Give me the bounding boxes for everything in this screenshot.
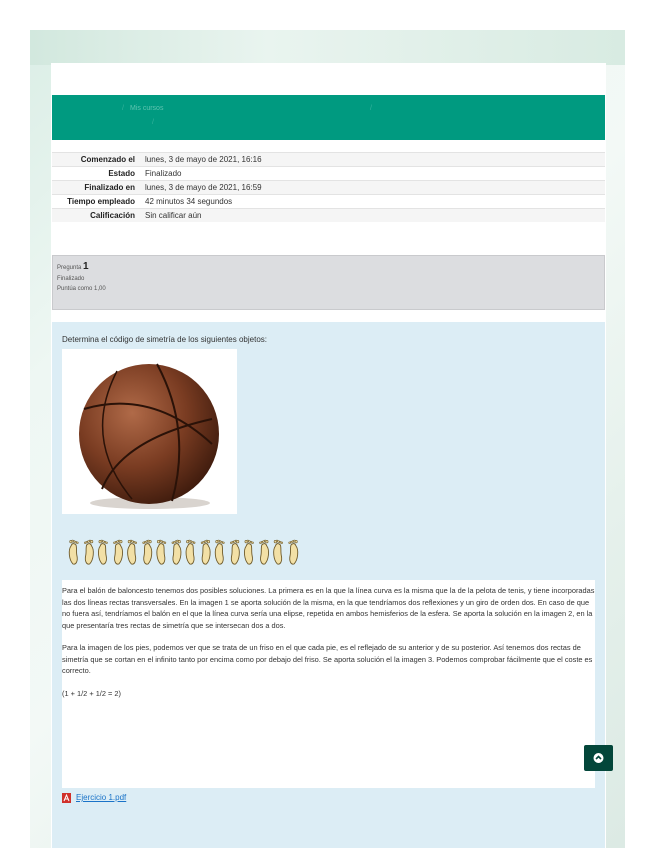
- footprint-shape: [260, 540, 269, 564]
- summary-value: lunes, 3 de mayo de 2021, 16:16: [145, 155, 262, 164]
- summary-value: Sin calificar aún: [145, 211, 202, 220]
- footprint-shape: [215, 540, 224, 564]
- breadcrumb-separator: /: [122, 105, 124, 112]
- footprint-shape: [84, 540, 93, 564]
- summary-label: Tiempo empleado: [67, 197, 135, 206]
- feet-frieze-image: [67, 535, 307, 569]
- answer-paragraph: Para el balón de baloncesto tenemos dos posibles soluciones. La primera es en la que la línea curva es la misma que la de la pelota de tenis, y tiene incorporadas las dos líneas rectas transversales. En la imagen 1 se aporta solución de la misma, en la que tendríamos dos reflexiones y un giro de orden dos. En caso de que no fuera así, tendríamos el balón en el que la línea curva sería una elipse, repetida en ambos hemisferios de la esfera. Se aporta la solución en la imagen 2, en la que presentaría tres rectas de simetría que se intersecan dos a dos.: [62, 586, 595, 630]
- footprint-shape: [157, 540, 166, 564]
- footprint-shape: [98, 540, 107, 564]
- footprint-shape: [230, 540, 239, 564]
- question-content: [52, 322, 605, 848]
- attempt-summary-table: [52, 152, 605, 222]
- summary-value: lunes, 3 de mayo de 2021, 16:59: [145, 183, 262, 192]
- summary-row: [52, 167, 605, 181]
- footprint-shape: [172, 540, 181, 564]
- breadcrumb-separator: /: [152, 119, 154, 126]
- attachment-link[interactable]: [62, 793, 126, 803]
- summary-label: Comenzado el: [80, 155, 135, 164]
- question-info-panel: [52, 255, 605, 310]
- scroll-to-top-button[interactable]: [584, 745, 613, 771]
- summary-value: Finalizado: [145, 169, 182, 178]
- question-text: Determina el código de simetría de los siguientes objetos:: [62, 335, 267, 344]
- summary-label: Finalizado en: [84, 183, 135, 192]
- breadcrumb-separator: /: [370, 105, 372, 112]
- question-number: [57, 261, 89, 272]
- summary-value: 42 minutos 34 segundos: [145, 197, 233, 206]
- summary-label: Calificación: [90, 211, 135, 220]
- footprint-shape: [143, 540, 152, 564]
- footprint-shape: [114, 540, 123, 564]
- summary-row: [52, 153, 605, 167]
- footprint-shape: [274, 540, 283, 564]
- footprint-shape: [186, 540, 195, 564]
- summary-row: [52, 209, 605, 223]
- answer-text: [62, 580, 595, 788]
- breadcrumb-mis-cursos[interactable]: Mis cursos: [130, 105, 164, 112]
- footprint-shape: [201, 540, 210, 564]
- footprint-shape: [128, 540, 137, 564]
- question-prefix: Pregunta: [57, 265, 82, 271]
- summary-row: [52, 195, 605, 209]
- attachment-label[interactable]: Ejercicio 1.pdf: [76, 793, 127, 803]
- page-header: [52, 95, 605, 140]
- summary-label: Estado: [108, 169, 135, 178]
- basketball-image: [62, 349, 237, 514]
- pdf-icon: [62, 793, 71, 803]
- chevron-up-icon: [584, 745, 613, 771]
- question-status: Finalizado: [57, 276, 85, 282]
- answer-formula: (1 + 1/2 + 1/2 = 2): [62, 688, 121, 698]
- footprint-shape: [289, 540, 298, 564]
- answer-paragraph: Para la imagen de los pies, podemos ver que se trata de un friso en el que cada pie, es el reflejado de su anterior y de su posterior. Así tenemos dos rectas de simetría que se cortan en el infinito tanto por encima como por debajo del friso. Se aporta solución el la imagen 3. Podemos comprobar fácilmente que el coste es correcto.: [62, 643, 593, 675]
- footprint-shape: [244, 540, 253, 564]
- footprint-shape: [69, 540, 78, 564]
- summary-row: [52, 181, 605, 195]
- question-points: Puntúa como 1,00: [57, 286, 106, 292]
- question-number-value: 1: [83, 261, 89, 272]
